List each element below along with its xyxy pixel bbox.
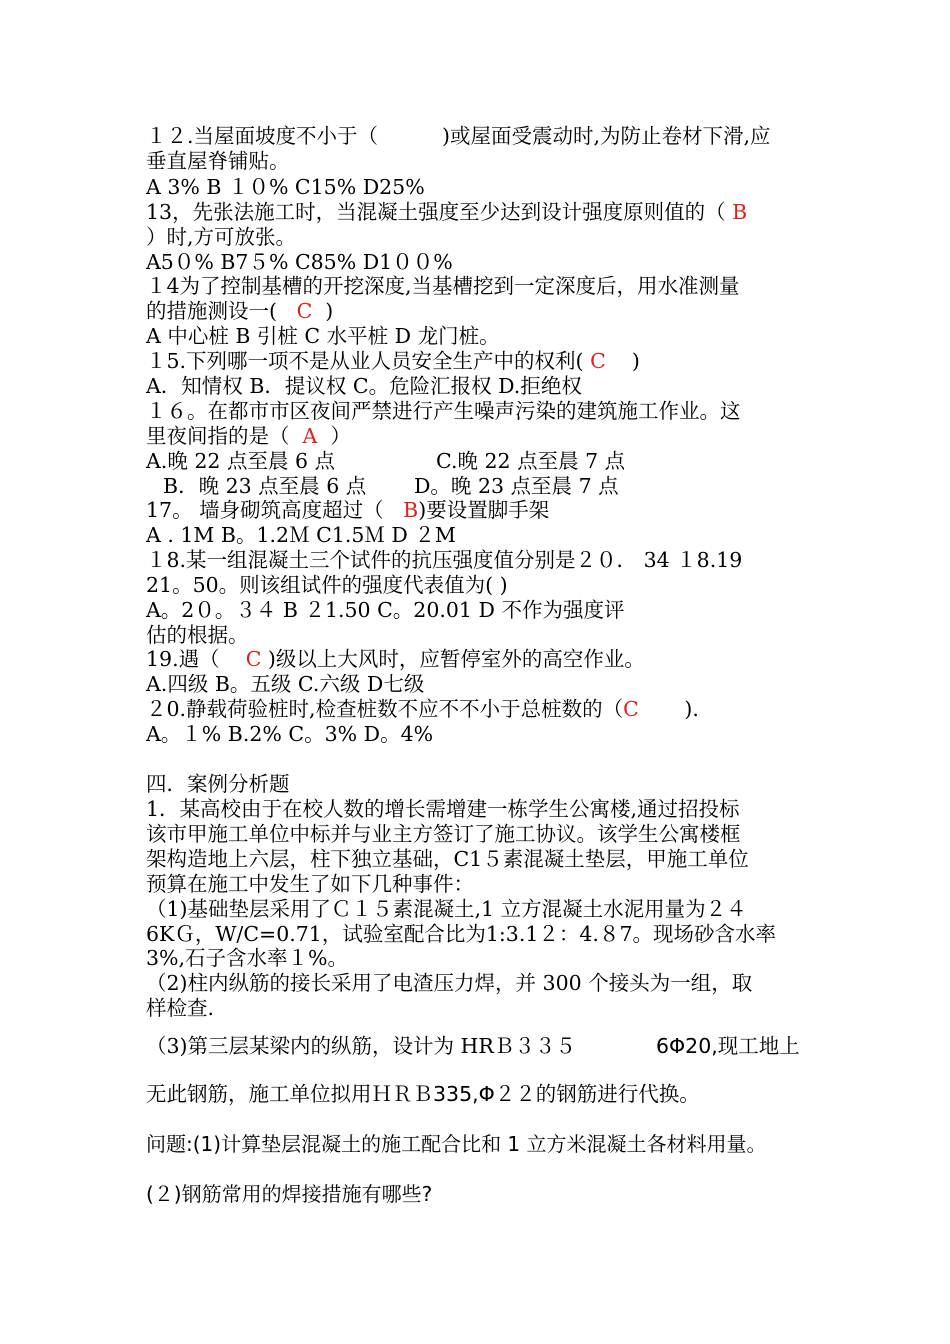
case-line: （2)柱内纵筋的接长采用了电渣压力焊，并 300 个接头为一组，取 <box>146 971 753 995</box>
q15-answer: C <box>590 349 606 373</box>
case-line: 6KＧ，W/C=0.71，试验室配合比为1:3.1２：4.８7。现场砂含水率 <box>146 922 776 946</box>
q16-text-b: ） <box>330 424 351 448</box>
q13-answer: B <box>732 200 748 224</box>
q20-answer: C <box>623 697 639 721</box>
q16-answer: A <box>302 424 318 448</box>
event-3-text-a: （3)第三层某梁内的纵筋，设计为 HRＢ３３５ <box>146 1034 576 1058</box>
event-3-line-2 <box>146 1082 700 1106</box>
q19-text-a: 19.遇（ <box>146 647 220 671</box>
q12-text-a: １２.当屋面坡度不小于（ <box>146 124 379 148</box>
q13-text: 13，先张法施工时，当混凝土强度至少达到设计强度原则值的（ <box>146 200 726 224</box>
q16-option-c: C.晚 22 点至晨 7 点 <box>436 449 626 473</box>
q19-line-1 <box>146 647 645 671</box>
q19-answer: C <box>245 647 262 671</box>
q16-option-d: D。晚 23 点至晨 7 点 <box>414 474 619 498</box>
q14-text-a: 的措施测设一( <box>146 299 277 323</box>
q14-line-1: １4为了控制基槽的开挖深度,当基槽挖到一定深度后，用水准测量 <box>146 274 740 298</box>
q17-options: A . 1M B。1.2Ｍ C1.5Ｍ D ２M <box>146 523 456 547</box>
q16-option-a: A.晚 22 点至晨 6 点 <box>146 449 336 473</box>
case-line: 架构造地上六层，柱下独立基础，C1５素混凝土垫层，甲施工单位 <box>146 847 749 871</box>
q20-text-b: ). <box>684 697 699 721</box>
q13-line-1 <box>146 200 747 224</box>
q15-text-a: １5.下列哪一项不是从业人员安全生产中的权利( <box>146 349 584 373</box>
case-line: 1．某高校由于在校人数的增长需增建一栋学生公寓楼,通过招投标 <box>146 797 740 821</box>
q17-text-b: )要设置脚手架 <box>418 498 550 522</box>
q17-line-1 <box>146 498 549 522</box>
question-2: (２)钢筋常用的焊接措施有哪些? <box>146 1182 433 1206</box>
section-heading: 四．案例分析题 <box>146 772 290 796</box>
q20-options: A。１% B.2% C。3% D。4% <box>146 722 434 746</box>
case-line: 样检查. <box>146 996 215 1020</box>
q12-line-2: 垂直屋脊铺贴。 <box>146 149 290 173</box>
q20-text-a: ２0.静载荷验桩时,检查桩数不应不不小于总桩数的（ <box>146 697 624 721</box>
event-3-line-1 <box>146 1034 576 1058</box>
q17-text-a: 17。 墙身砌筑高度超过（ <box>146 498 384 522</box>
q20-line-1 <box>146 697 699 721</box>
q16-line-1: １６。在都市市区夜间严禁进行产生噪声污染的建筑施工作业。这 <box>146 399 741 423</box>
q12-text-b: )或屋面受震动时,为防止卷材下滑,应 <box>442 124 771 148</box>
q14-options: A 中心桩 B 引桩 C 水平桩 D 龙门桩。 <box>146 324 500 348</box>
event-3-rebar-spec: 6Φ20,现工地上 <box>656 1034 800 1058</box>
case-line: 该市甲施工单位中标并与业主方签订了施工协议。该学生公寓楼框 <box>146 822 741 846</box>
q18-options: A。2０。３４ B ２1.50 C。20.01 D 不作为强度评 <box>146 598 625 622</box>
q16-line-2 <box>146 424 351 448</box>
case-line: （1)基础垫层采用了Ｃ１５素混凝土,1 立方混凝土水泥用量为２４ <box>146 897 747 921</box>
case-line: 预算在施工中发生了如下几种事件： <box>146 872 474 896</box>
q18-line-4: 估的根据。 <box>146 623 249 647</box>
q13-line-2: ）时,方可放张。 <box>146 225 297 249</box>
q17-answer: B <box>403 498 419 522</box>
q13-options: A5０% B7５% C85% D1００% <box>146 250 453 274</box>
q14-line-2 <box>146 299 333 323</box>
event-3-text-c: 无此钢筋，施工单位拟用ＨＲＢ <box>146 1082 433 1106</box>
q12-line-1 <box>146 124 771 148</box>
question-1: 问题:(1)计算垫层混凝土的施工配合比和 1 立方米混凝土各材料用量。 <box>146 1132 767 1156</box>
q18-line-1: １8.某一组混凝土三个试件的抗压强度值分别是２０． 34 １8.19 <box>146 548 743 572</box>
q15-options: A．知情权 B．提议权 C。危险汇报权 D.拒绝权 <box>146 374 582 398</box>
q16-option-b: B．晚 23 点至晨 6 点 <box>163 474 367 498</box>
q18-line-2: 21。50。则该组试件的强度代表值为( ) <box>146 573 508 597</box>
q19-text-b: )级以上大风时，应暂停室外的高空作业。 <box>267 647 645 671</box>
q15-line-1 <box>146 349 640 373</box>
q14-text-b: ) <box>325 299 334 323</box>
q12-options: A 3% B １０% C15% D25% <box>146 175 425 199</box>
q16-text-a: 里夜间指的是（ <box>146 424 290 448</box>
q19-options: A.四级 B。五级 C.六级 D七级 <box>146 672 425 696</box>
event-3-text-d: 335,Φ２２的钢筋进行代换。 <box>433 1082 700 1106</box>
q14-answer: C <box>296 299 313 323</box>
q15-text-b: ) <box>631 349 640 373</box>
case-line: 3%,石子含水率１%。 <box>146 946 349 970</box>
